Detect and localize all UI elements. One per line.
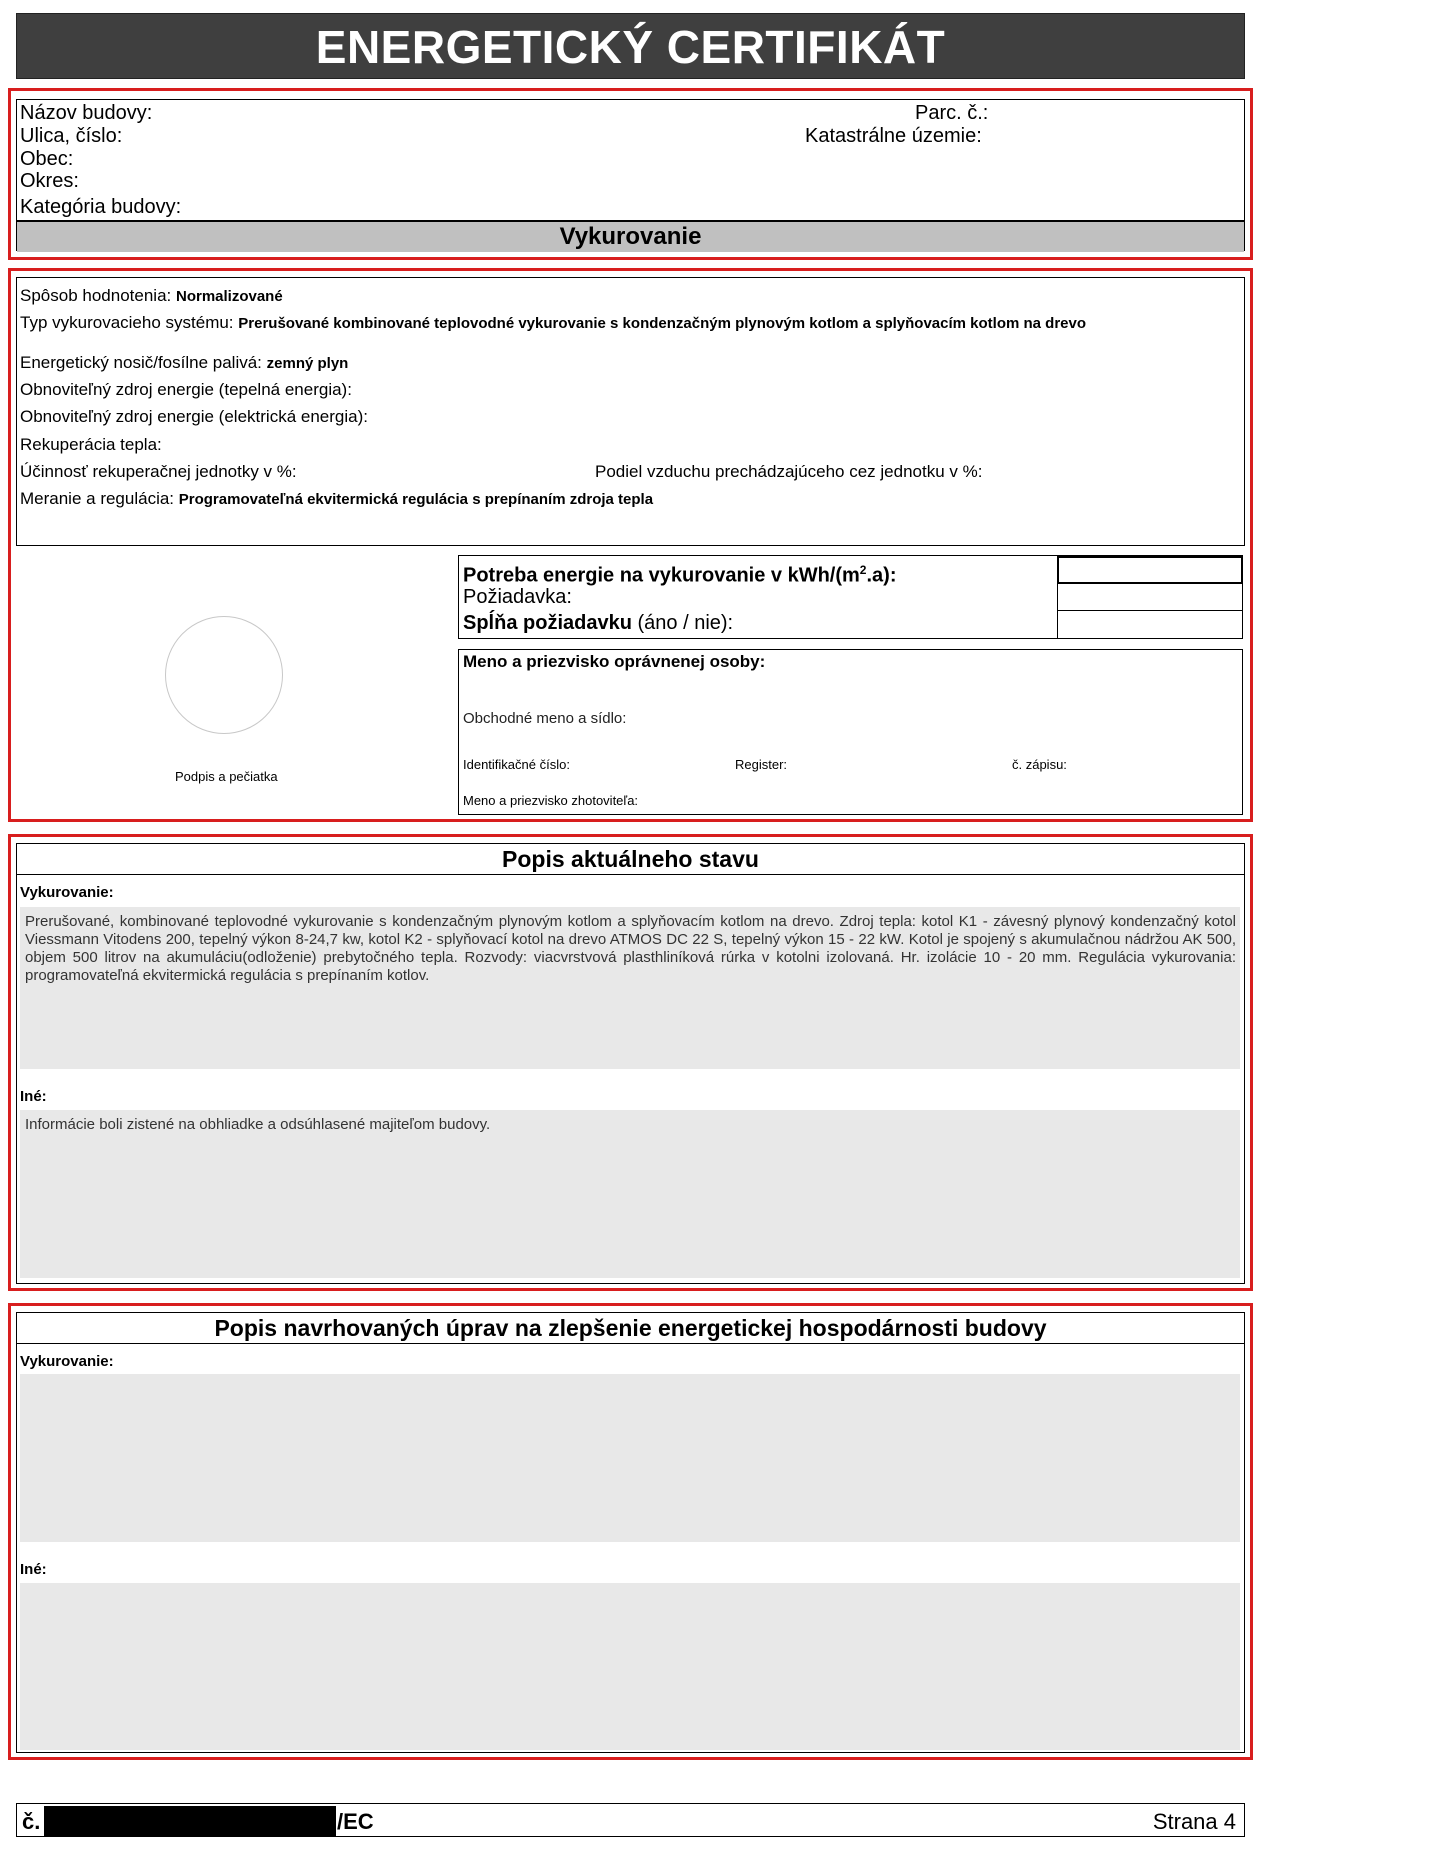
footer-page: Strana 4: [1152, 1809, 1236, 1834]
footer-number-prefix: č.: [22, 1809, 41, 1834]
proposed-box: [16, 1312, 1245, 1753]
renew-heat-label: Obnoviteľný zdroj energie (tepelná energia):: [20, 380, 352, 399]
meets-value-cell[interactable]: [1057, 611, 1243, 638]
proposed-section: [8, 1303, 1253, 1760]
footer-number-suffix: /EC: [337, 1809, 374, 1834]
footer-bar: [16, 1803, 1245, 1837]
redacted-number: [44, 1806, 336, 1836]
system-row: [20, 313, 1086, 333]
register-label: Register:: [735, 757, 788, 772]
business-label: Obchodné meno a sídlo:: [463, 710, 627, 727]
meets-label-bold: Spĺňa požiadavku: [463, 612, 632, 634]
demand-label: [463, 559, 896, 588]
id-label: Identifikačné číslo:: [463, 757, 570, 772]
meets-label-rest: (áno / nie):: [631, 612, 734, 634]
method-value: Normalizované: [175, 288, 283, 305]
regulation-row: [20, 489, 653, 509]
current-heating-text-box: [20, 907, 1240, 1069]
heating-section-title-text: Vykurovanie: [559, 223, 702, 250]
demand-label-end: .a):: [866, 564, 897, 587]
demand-label-sup: 2: [859, 563, 867, 577]
system-label: Typ vykurovacieho systému:: [20, 313, 234, 332]
category-label: Kategória budovy:: [20, 196, 182, 218]
proposed-heating-label: Vykurovanie:: [20, 1353, 114, 1370]
regulation-label: Meranie a regulácia:: [20, 489, 175, 508]
carrier-value: zemný plyn: [266, 355, 349, 372]
proposed-other-label: Iné:: [20, 1561, 47, 1578]
method-label: Spôsob hodnotenia:: [20, 286, 172, 305]
stamp-circle: [165, 616, 283, 734]
district-label: Okres:: [20, 170, 79, 192]
carrier-label: Energetický nosič/fosílne palivá:: [20, 353, 262, 372]
recuperation-label: Rekuperácia tepla:: [20, 435, 162, 454]
meets-label: [463, 612, 733, 635]
building-info-section: [8, 88, 1253, 260]
entry-label: č. zápisu:: [1012, 757, 1067, 772]
demand-value-cell[interactable]: [1057, 556, 1243, 584]
building-info-box: [16, 99, 1245, 251]
heating-section: [8, 268, 1253, 822]
air-share-label: Podiel vzduchu prechádzajúceho cez jednotku v %:: [595, 462, 983, 481]
requirement-value-cell[interactable]: [1057, 584, 1243, 611]
current-heating-label: Vykurovanie:: [20, 884, 114, 901]
requirement-label: Požiadavka:: [463, 586, 572, 608]
town-label: Obec:: [20, 148, 74, 170]
proposed-other-text-box[interactable]: [20, 1583, 1240, 1750]
requirements-table: [458, 555, 1243, 639]
renew-el-label: Obnoviteľný zdroj energie (elektrická energia):: [20, 407, 368, 426]
authorized-person-box: [458, 649, 1243, 815]
current-state-title: Popis aktuálneho stavu: [502, 846, 759, 872]
demand-label-text: Potreba energie na vykurovanie v kWh/(m: [463, 564, 860, 587]
maker-label: Meno a priezvisko zhotoviteľa:: [463, 793, 639, 808]
system-value: Prerušované kombinované teplovodné vykurovanie s kondenzačným plynovým kotlom a splyňovacím kotlom na drevo: [238, 315, 1087, 332]
street-label: Ulica, číslo:: [20, 125, 123, 147]
current-state-box: [16, 843, 1245, 1284]
person-name-label: Meno a priezvisko oprávnenej osoby:: [463, 652, 766, 671]
current-heating-text: Prerušované, kombinované teplovodné vykurovanie s kondenzačným plynovým kotlom a splyňovacím kotlom na drevo. Zdroj tepla: kotol K1 - závesný plynový kondenzačný kotol Viessmann Vitodens 200, tepelný výkon 8-24,7 kw, kotol K2 - splyňovací kotol na drevo ATMOS DC 22 S, tepelný výkon 15 - 22 kW. Kotol je spojený s akumulačnou nádržou AK 500, objem 500 litrov na akumuláciu(odloženie) prebytočného tepla. Rozvody: viacvrstvová plasthliníková rúrka v kotolni izolovaná. Hr. izolácie 10 - 20 mm. Regulácia vykurovania: programovateľná ekvitermická regulácia s prepínaním kotlov.: [25, 913, 1236, 984]
signature-label: Podpis a pečiatka: [175, 769, 278, 784]
method-row: [20, 286, 283, 306]
heating-section-title: [17, 220, 1244, 252]
current-state-section: [8, 834, 1253, 1291]
current-other-text: Informácie boli zistené na obhliadke a odsúhlasené majiteľom budovy.: [25, 1116, 491, 1133]
heating-details-box: [16, 277, 1245, 546]
proposed-title: Popis navrhovaných úprav na zlepšenie energetickej hospodárnosti budovy: [214, 1315, 1047, 1341]
building-name-label: Názov budovy:: [20, 102, 153, 124]
proposed-heating-text-box[interactable]: [20, 1374, 1240, 1542]
proposed-title-rule: [17, 1343, 1244, 1344]
parcel-label: Parc. č.:: [915, 102, 989, 124]
current-other-label: Iné:: [20, 1088, 47, 1105]
current-state-title-rule: [17, 874, 1244, 875]
current-other-text-box: [20, 1110, 1240, 1278]
efficiency-label: Účinnosť rekuperačnej jednotky v %:: [20, 462, 297, 481]
cadastral-label: Katastrálne územie:: [805, 125, 982, 147]
carrier-row: [20, 353, 348, 373]
regulation-value: Programovateľná ekvitermická regulácia s prepínaním zdroja tepla: [178, 491, 654, 508]
page-title: ENERGETICKÝ CERTIFIKÁT: [16, 13, 1245, 79]
